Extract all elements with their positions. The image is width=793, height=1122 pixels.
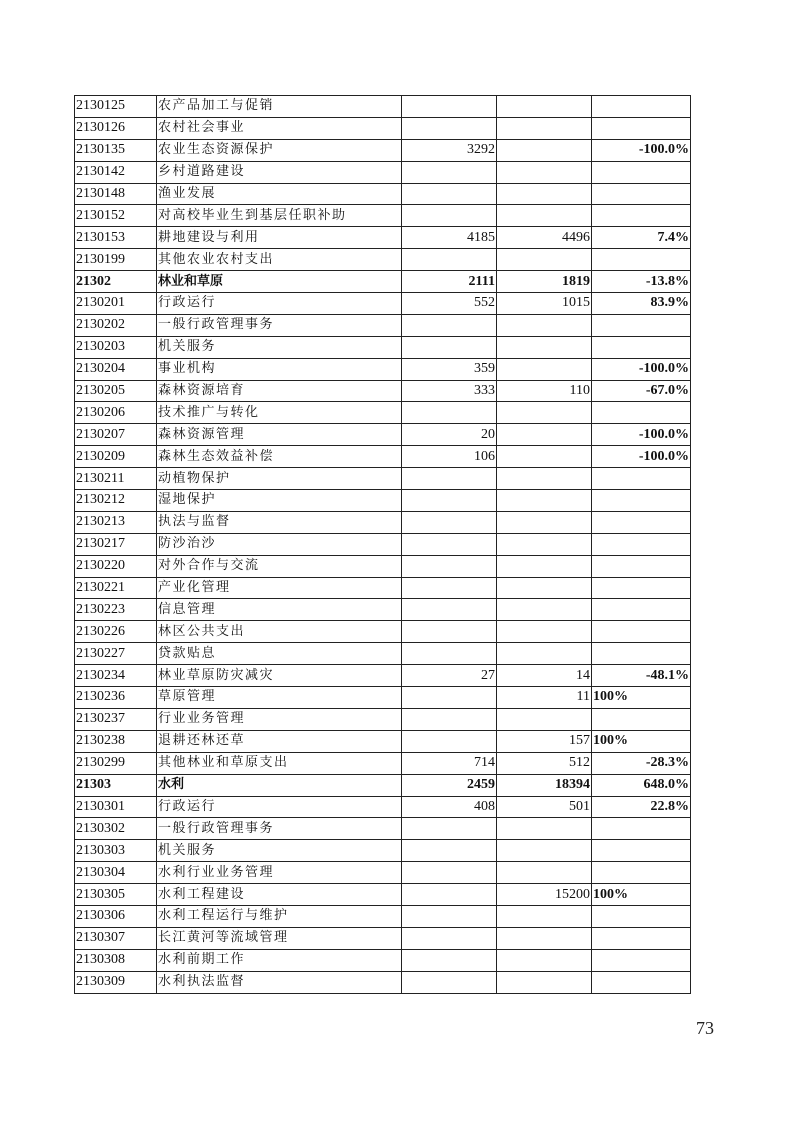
cell-change-percent: 22.8% [592,796,691,818]
budget-table-body [75,96,691,994]
cell-code: 2130237 [75,708,157,730]
table-row [75,730,691,752]
cell-change-percent [592,949,691,971]
cell-change-percent: -100.0% [592,358,691,380]
cell-name: 水利工程运行与维护 [157,905,402,927]
cell-change-percent [592,708,691,730]
cell-name: 防沙治沙 [157,533,402,555]
cell-name: 机关服务 [157,336,402,358]
cell-change-percent [592,205,691,227]
table-row [75,227,691,249]
cell-change-percent [592,402,691,424]
cell-change-percent: 100% [592,730,691,752]
cell-value-current [497,490,592,512]
table-row [75,402,691,424]
cell-value-prior [402,949,497,971]
cell-value-prior [402,643,497,665]
cell-name: 事业机构 [157,358,402,380]
cell-value-current [497,533,592,555]
cell-code: 2130204 [75,358,157,380]
table-row [75,905,691,927]
cell-value-prior [402,862,497,884]
cell-code: 2130307 [75,927,157,949]
cell-code: 2130220 [75,555,157,577]
cell-value-current: 110 [497,380,592,402]
cell-name: 林业和草原 [157,271,402,293]
table-row [75,927,691,949]
cell-change-percent [592,511,691,533]
cell-value-prior [402,599,497,621]
cell-change-percent: 100% [592,884,691,906]
cell-value-current [497,161,592,183]
cell-name: 信息管理 [157,599,402,621]
cell-value-current [497,314,592,336]
cell-value-prior: 20 [402,424,497,446]
cell-value-current [497,336,592,358]
cell-value-prior [402,533,497,555]
cell-value-prior [402,687,497,709]
cell-value-prior: 359 [402,358,497,380]
cell-code: 2130299 [75,752,157,774]
table-row [75,293,691,315]
cell-value-current [497,949,592,971]
cell-name: 乡村道路建设 [157,161,402,183]
cell-value-current [497,555,592,577]
cell-name: 草原管理 [157,687,402,709]
cell-value-prior: 552 [402,293,497,315]
cell-change-percent [592,533,691,555]
cell-code: 2130148 [75,183,157,205]
table-row [75,424,691,446]
cell-name: 农产品加工与促销 [157,96,402,118]
cell-value-prior [402,249,497,271]
table-row [75,796,691,818]
cell-value-prior [402,511,497,533]
cell-code: 2130209 [75,446,157,468]
cell-value-prior: 27 [402,665,497,687]
cell-value-prior: 408 [402,796,497,818]
cell-value-current [497,205,592,227]
cell-change-percent: 83.9% [592,293,691,315]
cell-code: 2130303 [75,840,157,862]
cell-name: 动植物保护 [157,468,402,490]
cell-code: 2130207 [75,424,157,446]
cell-name: 其他农业农村支出 [157,249,402,271]
cell-value-current [497,905,592,927]
cell-value-prior [402,96,497,118]
cell-change-percent [592,905,691,927]
table-row [75,161,691,183]
cell-value-current [497,511,592,533]
cell-code: 2130152 [75,205,157,227]
cell-value-current [497,927,592,949]
table-row [75,884,691,906]
cell-change-percent: 7.4% [592,227,691,249]
table-row [75,665,691,687]
cell-change-percent: -100.0% [592,139,691,161]
cell-value-current [497,708,592,730]
table-row [75,380,691,402]
cell-change-percent [592,599,691,621]
cell-code: 2130211 [75,468,157,490]
cell-name: 渔业发展 [157,183,402,205]
cell-value-current [497,249,592,271]
cell-value-current [497,818,592,840]
cell-code: 2130227 [75,643,157,665]
cell-name: 贷款贴息 [157,643,402,665]
cell-name: 一般行政管理事务 [157,314,402,336]
cell-value-prior [402,927,497,949]
cell-change-percent: 100% [592,687,691,709]
cell-code: 2130308 [75,949,157,971]
cell-change-percent [592,336,691,358]
table-row [75,205,691,227]
table-row [75,599,691,621]
cell-value-prior [402,336,497,358]
table-row [75,183,691,205]
table-row [75,971,691,993]
cell-code: 2130135 [75,139,157,161]
cell-change-percent: -28.3% [592,752,691,774]
cell-value-prior: 106 [402,446,497,468]
cell-code: 2130205 [75,380,157,402]
cell-value-prior [402,905,497,927]
cell-value-current: 14 [497,665,592,687]
cell-value-current [497,840,592,862]
cell-value-current [497,402,592,424]
table-row-category [75,774,691,796]
table-row [75,336,691,358]
table-row [75,468,691,490]
table-row [75,533,691,555]
cell-name: 执法与监督 [157,511,402,533]
cell-change-percent: -100.0% [592,446,691,468]
table-row [75,511,691,533]
cell-value-prior [402,117,497,139]
cell-value-prior [402,621,497,643]
cell-code: 2130305 [75,884,157,906]
cell-code: 2130226 [75,621,157,643]
cell-value-prior [402,730,497,752]
cell-code: 2130199 [75,249,157,271]
cell-value-prior [402,183,497,205]
table-row [75,358,691,380]
cell-change-percent: -13.8% [592,271,691,293]
cell-code: 2130309 [75,971,157,993]
cell-code: 21302 [75,271,157,293]
cell-value-prior: 3292 [402,139,497,161]
cell-name: 水利执法监督 [157,971,402,993]
cell-value-current: 1015 [497,293,592,315]
cell-value-current: 1819 [497,271,592,293]
cell-value-current: 11 [497,687,592,709]
cell-code: 2130202 [75,314,157,336]
cell-change-percent [592,621,691,643]
cell-name: 湿地保护 [157,490,402,512]
table-row [75,840,691,862]
cell-name: 水利行业业务管理 [157,862,402,884]
table-row [75,752,691,774]
cell-value-current [497,862,592,884]
cell-change-percent [592,183,691,205]
cell-change-percent [592,840,691,862]
cell-value-current [497,139,592,161]
cell-name: 退耕还林还草 [157,730,402,752]
cell-name: 森林资源培育 [157,380,402,402]
cell-value-prior [402,314,497,336]
cell-value-prior [402,490,497,512]
table-row [75,577,691,599]
cell-name: 产业化管理 [157,577,402,599]
cell-code: 2130217 [75,533,157,555]
table-row [75,862,691,884]
table-row [75,139,691,161]
cell-code: 2130203 [75,336,157,358]
cell-value-prior: 333 [402,380,497,402]
table-row [75,708,691,730]
cell-change-percent [592,577,691,599]
cell-value-prior [402,205,497,227]
cell-value-current [497,599,592,621]
cell-name: 水利前期工作 [157,949,402,971]
cell-name: 其他林业和草原支出 [157,752,402,774]
cell-value-current [497,446,592,468]
cell-name: 机关服务 [157,840,402,862]
cell-value-prior [402,971,497,993]
cell-name: 长江黄河等流域管理 [157,927,402,949]
cell-name: 森林生态效益补偿 [157,446,402,468]
cell-value-prior: 2111 [402,271,497,293]
cell-value-current: 18394 [497,774,592,796]
cell-code: 2130142 [75,161,157,183]
cell-change-percent [592,643,691,665]
cell-change-percent [592,862,691,884]
page-number: 73 [696,1018,714,1038]
table-row [75,117,691,139]
cell-value-prior [402,402,497,424]
cell-value-current [497,96,592,118]
cell-code: 2130212 [75,490,157,512]
cell-change-percent: 648.0% [592,774,691,796]
cell-name: 行业业务管理 [157,708,402,730]
budget-table [74,95,691,994]
cell-value-prior [402,555,497,577]
cell-value-prior: 714 [402,752,497,774]
cell-change-percent [592,161,691,183]
cell-value-current: 501 [497,796,592,818]
cell-code: 2130153 [75,227,157,249]
cell-change-percent [592,490,691,512]
cell-value-current: 157 [497,730,592,752]
cell-value-prior: 2459 [402,774,497,796]
cell-code: 2130125 [75,96,157,118]
cell-name: 水利 [157,774,402,796]
cell-change-percent [592,971,691,993]
cell-name: 对高校毕业生到基层任职补助 [157,205,402,227]
cell-change-percent: -100.0% [592,424,691,446]
table-row [75,555,691,577]
cell-code: 2130223 [75,599,157,621]
table-row [75,314,691,336]
cell-change-percent [592,117,691,139]
cell-value-current [497,643,592,665]
cell-code: 2130234 [75,665,157,687]
cell-value-current [497,971,592,993]
cell-code: 2130302 [75,818,157,840]
cell-change-percent [592,314,691,336]
cell-name: 林区公共支出 [157,621,402,643]
table-row [75,621,691,643]
cell-name: 水利工程建设 [157,884,402,906]
cell-name: 农业生态资源保护 [157,139,402,161]
cell-change-percent [592,818,691,840]
table-row [75,96,691,118]
cell-value-current: 15200 [497,884,592,906]
cell-code: 2130201 [75,293,157,315]
cell-value-prior [402,884,497,906]
cell-value-current [497,358,592,380]
cell-code: 21303 [75,774,157,796]
cell-value-current [497,117,592,139]
cell-name: 耕地建设与利用 [157,227,402,249]
table-row-category [75,271,691,293]
table-row [75,446,691,468]
table-row [75,687,691,709]
table-row [75,818,691,840]
cell-name: 林业草原防灾减灾 [157,665,402,687]
cell-name: 一般行政管理事务 [157,818,402,840]
cell-change-percent [592,468,691,490]
cell-name: 农村社会事业 [157,117,402,139]
cell-change-percent [592,555,691,577]
table-row [75,490,691,512]
cell-name: 对外合作与交流 [157,555,402,577]
cell-code: 2130301 [75,796,157,818]
cell-value-current [497,424,592,446]
cell-value-prior [402,468,497,490]
cell-name: 行政运行 [157,293,402,315]
cell-value-prior [402,708,497,730]
cell-value-prior [402,818,497,840]
cell-name: 森林资源管理 [157,424,402,446]
cell-value-prior [402,161,497,183]
cell-name: 技术推广与转化 [157,402,402,424]
cell-value-current [497,577,592,599]
cell-change-percent [592,927,691,949]
cell-change-percent: -67.0% [592,380,691,402]
cell-value-current: 512 [497,752,592,774]
cell-value-prior [402,577,497,599]
cell-change-percent: -48.1% [592,665,691,687]
cell-code: 2130238 [75,730,157,752]
table-row [75,949,691,971]
cell-code: 2130304 [75,862,157,884]
cell-value-current [497,621,592,643]
cell-code: 2130236 [75,687,157,709]
table-row [75,249,691,271]
cell-value-current: 4496 [497,227,592,249]
cell-value-prior: 4185 [402,227,497,249]
cell-code: 2130126 [75,117,157,139]
cell-value-current [497,468,592,490]
table-row [75,643,691,665]
cell-value-prior [402,840,497,862]
cell-code: 2130221 [75,577,157,599]
cell-change-percent [592,96,691,118]
cell-change-percent [592,249,691,271]
cell-name: 行政运行 [157,796,402,818]
cell-value-current [497,183,592,205]
cell-code: 2130206 [75,402,157,424]
cell-code: 2130306 [75,905,157,927]
cell-code: 2130213 [75,511,157,533]
